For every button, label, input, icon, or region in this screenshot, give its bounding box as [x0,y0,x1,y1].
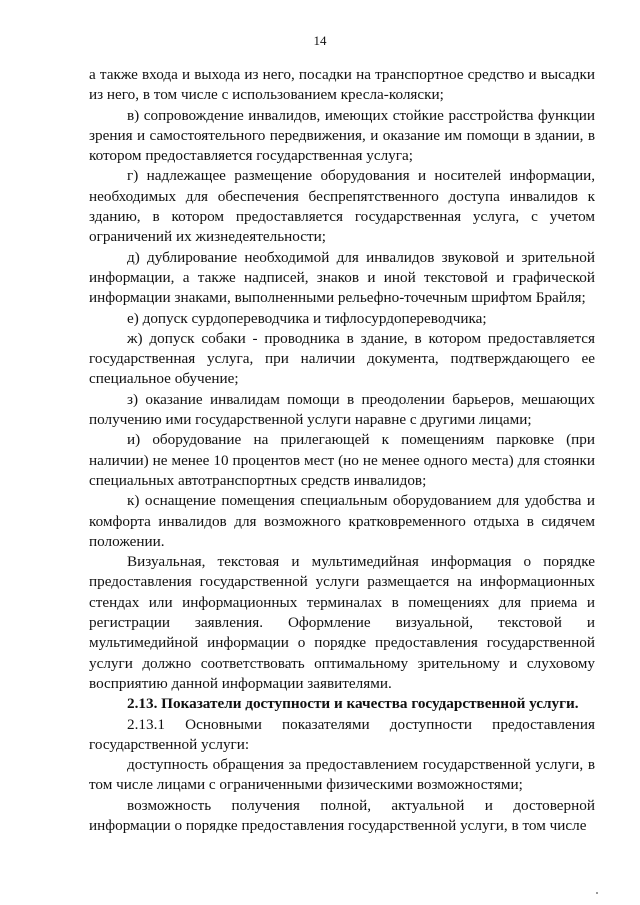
document-body [89,65,595,836]
list-item-e: е) допуск сурдопереводчика и тифлосурдопереводчика; [127,309,487,327]
list-item-g: г) надлежащее размещение оборудования и носителей информации, необходимых для обеспечения беспрепятственного доступа инвалидов к зданию, в котором предоставляется государственная услуга, с учетом ограничений их жизнедеятельности; [89,167,595,246]
list-item-i: и) оборудование на прилегающей к помещениям парковке (при наличии) не менее 10 процентов мест (но не менее одного места) для стоянки специальных автотранспортных средств инвалидов; [89,431,595,489]
paragraph-2-13-1: 2.13.1 Основными показателями доступности предоставления государственной услуги: [89,715,595,753]
list-item-d: д) дублирование необходимой для инвалидов звуковой и зрительной информации, а также надписей, знаков и иной текстовой и графической информации знаками, выполненными рельефно-точечным шрифтом Брайля; [89,248,595,307]
paragraph-visual-info: Визуальная, текстовая и мультимедийная информация о порядке предоставления государственной услуги размещается на информационных стендах или информационных терминалах в помещениях для приема и регистрации заявления. Оформление визуальной, текстовой и мультимедийной информации о порядке предоставления государственной услуги должно соответствовать оптимальному зрительному и слуховому восприятию данной информации заявителями. [89,553,595,692]
list-item-z: з) оказание инвалидам помощи в преодолении барьеров, мешающих получению ими государственной услуги наравне с другими лицами; [89,390,595,429]
list-item-v: в) сопровождение инвалидов, имеющих стойкие расстройства функции зрения и самостоятельного передвижения, и оказание им помощи в здании, в котором предоставляется государственная услуга; [89,106,595,165]
scan-speck [596,892,598,894]
page-number: 14 [313,33,327,48]
paragraph-accessibility: доступность обращения за предоставлением государственной услуги, в том числе лицами с ограниченными физическими возможностями; [89,756,595,794]
list-item-zh: ж) допуск собаки - проводника в здание, в котором предоставляется государственная услуга, при наличии документа, подтверждающего ее специальное обучение; [89,329,595,388]
paragraph-information: возможность получения полной, актуальной и достоверной информации о порядке предоставления государственной услуги, в том числе [89,796,595,834]
list-item-k: к) оснащение помещения специальным оборудованием для удобства и комфорта инвалидов для возможного кратковременного отдыха в сидячем положении. [89,492,595,550]
section-heading-2-13: 2.13. Показатели доступности и качества государственной услуги. [127,695,579,713]
paragraph-continuation: а также входа и выхода из него, посадки на транспортное средство и высадки из него, в том числе с использованием кресла-коляски; [89,66,595,104]
